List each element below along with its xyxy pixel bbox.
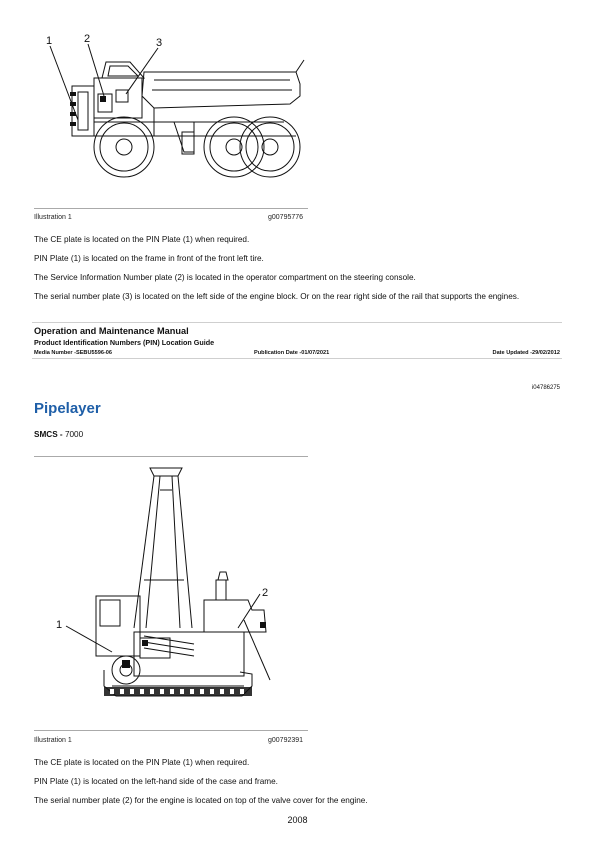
figure1-callout-1: 1 — [46, 35, 53, 47]
figure1-caption-label: Illustration 1 — [34, 214, 72, 221]
page-number: 2008 — [287, 815, 308, 825]
header-bottom-rule — [32, 358, 562, 359]
section3-paragraph-1: The CE plate is located on the PIN Plate (1) when required. — [34, 758, 250, 767]
date-updated: Date Updated -29/02/2012 — [492, 350, 560, 356]
figure1-callout-3: 3 — [156, 37, 163, 49]
smcs-line — [34, 430, 83, 439]
section3-paragraph-2: PIN Plate (1) is located on the left-hand side of the case and frame. — [34, 777, 278, 786]
figure1-caption-id: g00795776 — [268, 214, 304, 221]
figure1-callout-2: 2 — [84, 33, 91, 45]
figure-truck — [34, 32, 308, 204]
truck-illustration — [34, 32, 308, 204]
figure2-top-rule — [34, 456, 308, 457]
section3-paragraph-3: The serial number plate (2) for the engine is located on top of the valve cover for the engine. — [34, 796, 368, 805]
document-id: i04786275 — [531, 385, 560, 391]
section1-paragraph-2: PIN Plate (1) is located on the frame in front of the front left tire. — [34, 254, 264, 263]
media-number: Media Number -SEBU5596-06 — [34, 350, 113, 356]
pipelayer-illustration — [34, 460, 308, 724]
figure2-callout-1: 1 — [56, 619, 63, 631]
figure2-caption-rule — [34, 730, 308, 731]
publication-date: Publication Date -01/07/2021 — [254, 350, 330, 356]
figure1-caption-rule — [34, 208, 308, 209]
header-top-rule — [32, 322, 562, 323]
guide-title: Product Identification Numbers (PIN) Location Guide — [34, 338, 215, 347]
section1-paragraph-1: The CE plate is located on the PIN Plate (1) when required. — [34, 235, 250, 244]
figure-pipelayer — [34, 460, 308, 724]
smcs-label: SMCS - — [34, 430, 63, 439]
section1-paragraph-4: The serial number plate (3) is located on the left side of the engine block. Or on the rear right side of the rail that supports the engines. — [34, 292, 520, 301]
figure2-callout-2: 2 — [262, 587, 269, 599]
section-title: Pipelayer — [34, 400, 101, 417]
section1-paragraph-3: The Service Information Number plate (2) is located in the operator compartment on the steering console. — [34, 273, 416, 282]
figure2-caption-label: Illustration 1 — [34, 737, 72, 744]
smcs-code: 7000 — [64, 430, 84, 439]
manual-title: Operation and Maintenance Manual — [34, 326, 189, 336]
figure2-caption-id: g00792391 — [268, 737, 304, 744]
